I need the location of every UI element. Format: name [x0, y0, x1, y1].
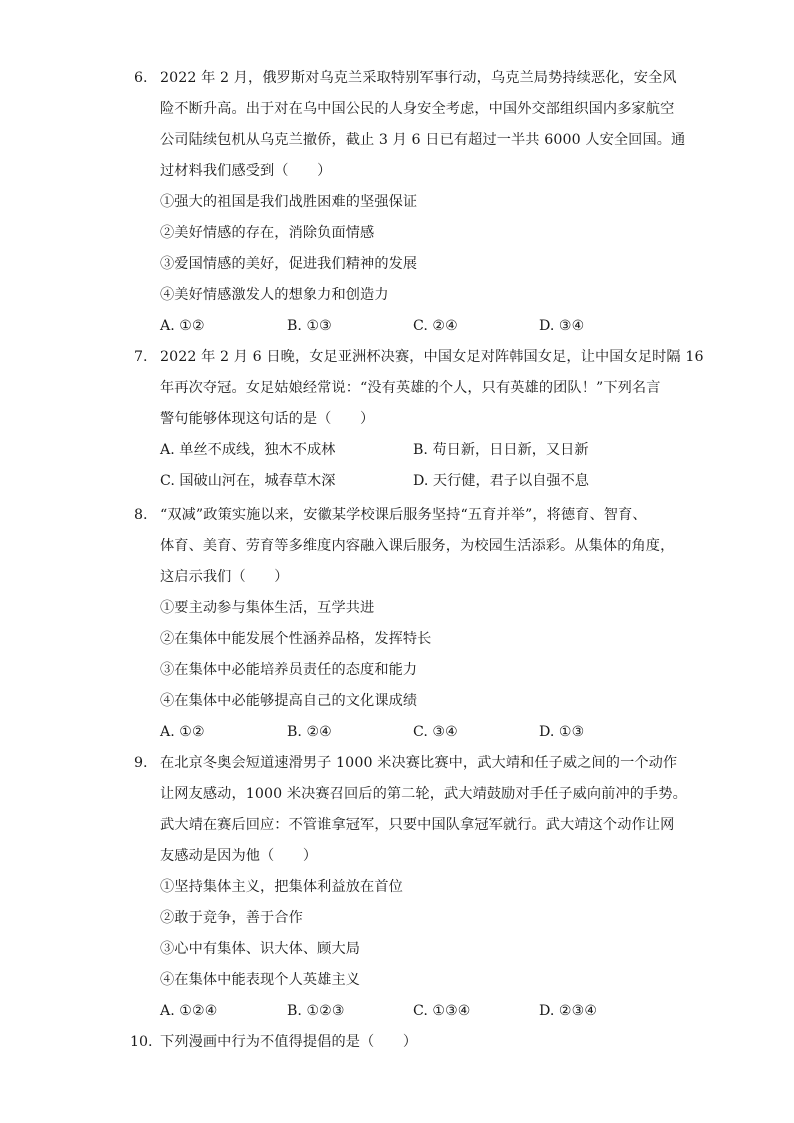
option-c: C. ③④	[413, 724, 458, 740]
question-text-line: “双减”政策实施以来，安徽某学校课后服务坚持“五育并举”，将德育、智育、	[160, 507, 647, 523]
option-d: D. ②③④	[539, 1003, 598, 1019]
option-a: A. ①②	[160, 318, 205, 334]
question-text-line: 武大靖在赛后回应：不管谁拿冠军，只要中国队拿冠军就行。武大靖这个动作让网	[160, 817, 675, 833]
option-b: B. 苟日新，日日新，又日新	[413, 442, 589, 458]
question-text-line: 这启示我们（ ）	[160, 569, 289, 585]
statement-item: ③爱国情感的美好，促进我们精神的发展	[160, 256, 418, 272]
statement-item: ②在集体中能发展个性涵养品格，发挥特长	[160, 631, 432, 647]
question-text-line: 年再次夺冠。女足姑娘经常说：“没有英雄的个人，只有英雄的团队！”下列名言	[160, 380, 661, 396]
statement-item: ④在集体中能表现个人英雄主义	[160, 972, 361, 988]
option-d: D. ③④	[539, 318, 585, 334]
question-number: 9.	[134, 755, 148, 771]
question-number: 7.	[134, 349, 148, 365]
question-text-line: 公司陆续包机从乌克兰撤侨，截止 3 月 6 日已有超过一半共 6000 人安全回国。通	[160, 132, 686, 148]
question-number: 6.	[134, 70, 148, 86]
question-text-line: 2022 年 2 月 6 日晚，女足亚洲杯决赛，中国女足对阵韩国女足，让中国女足时隔 16	[160, 349, 704, 365]
statement-item: ①强大的祖国是我们战胜困难的坚强保证	[160, 194, 418, 210]
option-c: C. 国破山河在，城春草木深	[160, 473, 336, 489]
question-text-line: 在北京冬奥会短道速滑男子 1000 米决赛比赛中，武大靖和任子威之间的一个动作	[160, 755, 678, 771]
option-c: C. ①③④	[413, 1003, 471, 1019]
statement-item: ③在集体中必能培养员责任的态度和能力	[160, 662, 418, 678]
question-text-line: 警句能够体现这句话的是（ ）	[160, 411, 375, 427]
question-text-line: 让网友感动，1000 米决赛召回后的第二轮，武大靖鼓励对手任子威向前冲的手势。	[160, 786, 687, 802]
option-d: D. ①③	[539, 724, 585, 740]
option-a: A. 单丝不成线，独木不成林	[160, 442, 336, 458]
question-text-line: 险不断升高。出于对在乌中国公民的人身安全考虑，中国外交部组织国内多家航空	[160, 101, 675, 117]
statement-item: ②敢于竞争，善于合作	[160, 910, 303, 926]
question-number: 10.	[130, 1034, 153, 1050]
statement-item: ②美好情感的存在，消除负面情感	[160, 225, 375, 241]
statement-item: ③心中有集体、识大体、顾大局	[160, 941, 361, 957]
option-b: B. ②④	[287, 724, 332, 740]
question-text-line: 体育、美育、劳育等多维度内容融入课后服务，为校园生活添彩。从集体的角度，	[160, 538, 675, 554]
option-a: A. ①②④	[160, 1003, 218, 1019]
question-number: 8.	[134, 507, 148, 523]
question-text-line: 过材料我们感受到（ ）	[160, 163, 332, 179]
question-text-line: 2022 年 2 月，俄罗斯对乌克兰采取特别军事行动，乌克兰局势持续恶化，安全风	[160, 70, 677, 86]
option-b: B. ①③	[287, 318, 332, 334]
statement-item: ①坚持集体主义，把集体利益放在首位	[160, 879, 403, 895]
statement-item: ①要主动参与集体生活，互学共进	[160, 600, 375, 616]
option-a: A. ①②	[160, 724, 205, 740]
option-d: D. 天行健，君子以自强不息	[413, 473, 589, 489]
question-text-line: 下列漫画中行为不值得提倡的是（ ）	[160, 1034, 418, 1050]
question-text-line: 友感动是因为他（ ）	[160, 848, 318, 864]
option-b: B. ①②③	[287, 1003, 345, 1019]
statement-item: ④美好情感激发人的想象力和创造力	[160, 287, 389, 303]
option-c: C. ②④	[413, 318, 458, 334]
statement-item: ④在集体中必能够提高自己的文化课成绩	[160, 693, 418, 709]
